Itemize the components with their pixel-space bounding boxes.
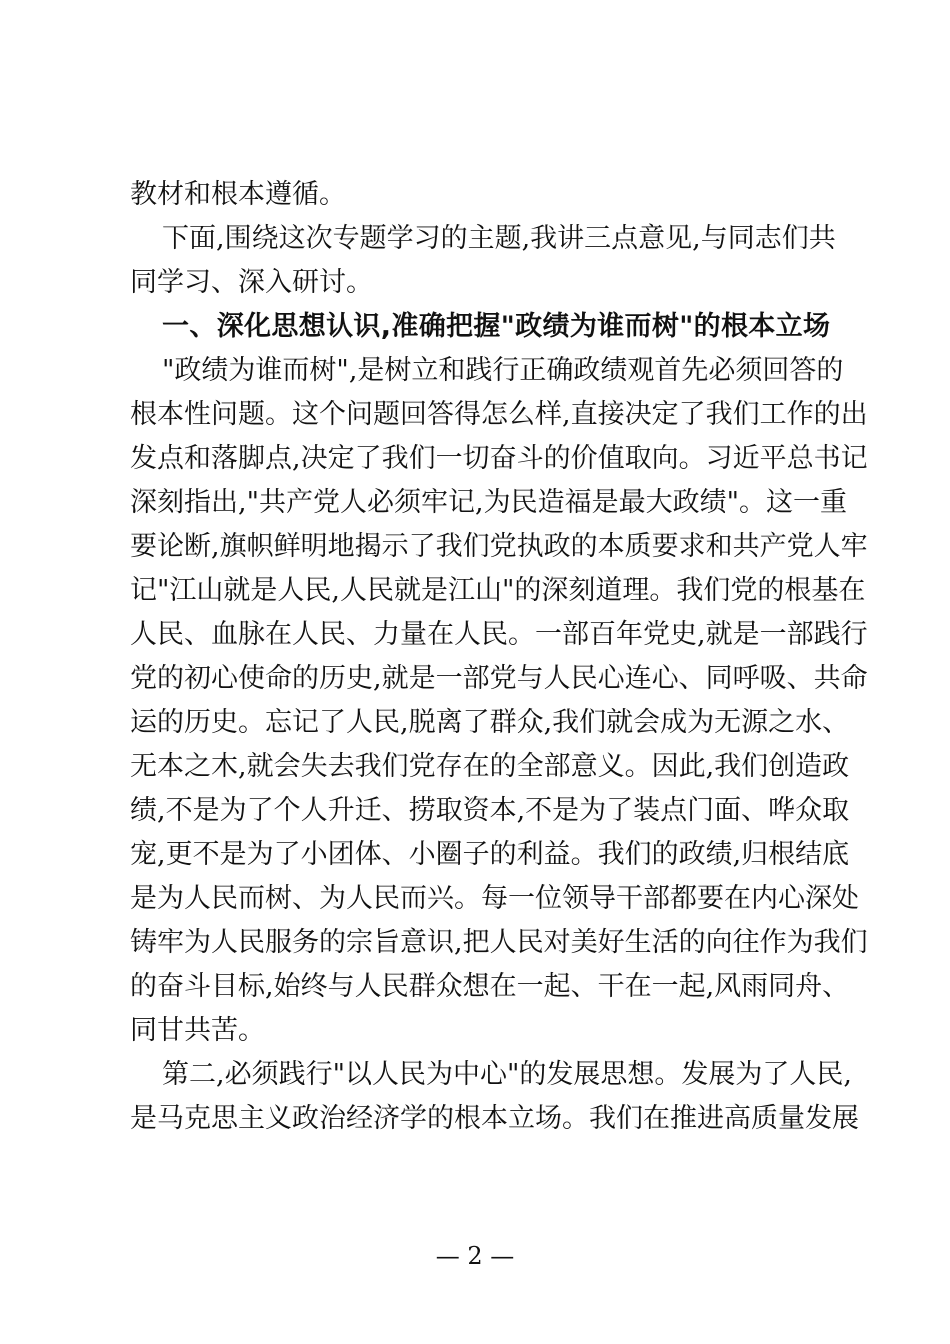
paragraph-start: "政绩为谁而树",是树立和践行正确政绩观首先必须回答的 xyxy=(162,355,844,386)
body-line: 深刻指出,"共产党人必须牢记,为民造福是最大政绩"。这一重 xyxy=(130,487,848,518)
body-line: 同甘共苦。 xyxy=(130,1015,265,1046)
body-line: 是马克思主义政治经济学的根本立场。我们在推进高质量发展 xyxy=(130,1103,859,1134)
body-line: 是为人民而树、为人民而兴。每一位领导干部都要在内心深处 xyxy=(130,883,859,914)
body-line: 绩,不是为了个人升迁、捞取资本,不是为了装点门面、哗众取 xyxy=(130,795,850,826)
paragraph-start: 第二,必须践行"以人民为中心"的发展思想。发展为了人民, xyxy=(162,1059,853,1090)
body-line: 要论断,旗帜鲜明地揭示了我们党执政的本质要求和共产党人牢 xyxy=(130,531,868,562)
paragraph-start: 下面,围绕这次专题学习的主题,我讲三点意见,与同志们共 xyxy=(162,223,836,254)
body-line: 宠,更不是为了小团体、小圈子的利益。我们的政绩,归根结底 xyxy=(130,839,850,870)
body-line: 教材和根本遵循。 xyxy=(130,179,346,210)
body-line: 无本之木,就会失去我们党存在的全部意义。因此,我们创造政 xyxy=(130,751,850,782)
body-line: 人民、血脉在人民、力量在人民。一部百年党史,就是一部践行 xyxy=(130,619,868,650)
body-line: 运的历史。忘记了人民,脱离了群众,我们就会成为无源之水、 xyxy=(130,707,850,738)
body-line: 铸牢为人民服务的宗旨意识,把人民对美好生活的向往作为我们 xyxy=(130,927,868,958)
body-line: 同学习、深入研讨。 xyxy=(130,267,373,298)
body-line: 的奋斗目标,始终与人民群众想在一起、干在一起,风雨同舟、 xyxy=(130,971,850,1002)
page-number: — 2 — xyxy=(435,1242,515,1270)
body-line: 记"江山就是人民,人民就是江山"的深刻道理。我们党的根基在 xyxy=(130,575,866,606)
body-line: 党的初心使命的历史,就是一部党与人民心连心、同呼吸、共命 xyxy=(130,663,868,694)
body-line: 发点和落脚点,决定了我们一切奋斗的价值取向。习近平总书记 xyxy=(130,443,868,474)
body-line: 根本性问题。这个问题回答得怎么样,直接决定了我们工作的出 xyxy=(130,399,868,430)
section-heading: 一、深化思想认识,准确把握"政绩为谁而树"的根本立场 xyxy=(162,311,830,342)
